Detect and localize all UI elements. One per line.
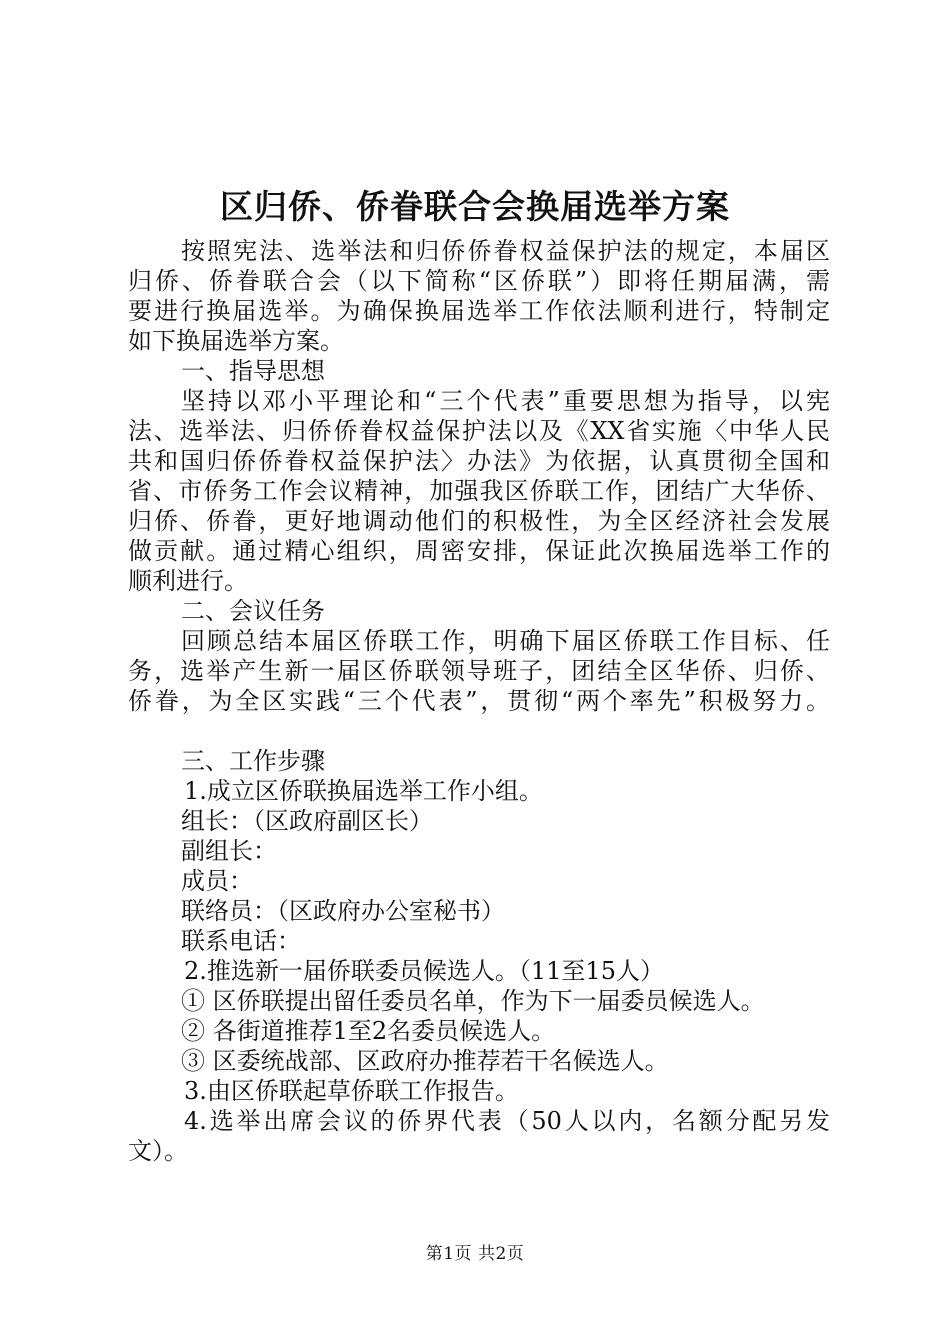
paragraph-line: ① 区侨联提出留任委员名单，作为下一届委员候选人。: [181, 987, 765, 1015]
paragraph-line: 文）。: [128, 1137, 188, 1165]
document-body: [128, 236, 830, 1166]
paragraph-line: ③ 区委统战部、区政府办推荐若干名候选人。: [181, 1047, 669, 1075]
paragraph-line: 二、会议任务: [181, 597, 325, 625]
paragraph-line: 省、市侨务工作会议精神，加强我区侨联工作，团结广大华侨、: [128, 477, 830, 505]
paragraph-line: 联系电话：: [181, 927, 301, 955]
paragraph-line: 三、工作步骤: [181, 747, 325, 775]
paragraph-line: 务，选举产生新一届区侨联领导班子，团结全区华侨、归侨、: [128, 657, 830, 685]
paragraph-line: 4.选举出席会议的侨界代表（50人以内，名额分配另发: [184, 1107, 830, 1135]
paragraph-line: 顺利进行。: [128, 567, 248, 595]
blank-line: [128, 716, 830, 746]
paragraph-line: 按照宪法、选举法和归侨侨眷权益保护法的规定，本届区: [181, 237, 830, 265]
paragraph-line: 做贡献。通过精心组织，周密安排，保证此次换届选举工作的: [128, 537, 830, 565]
paragraph-line: 2.推选新一届侨联委员候选人。（11至15人）: [184, 957, 664, 985]
paragraph-line: 要进行换届选举。为确保换届选举工作依法顺利进行，特制定: [128, 297, 830, 325]
document-title: 区归侨、侨眷联合会换届选举方案: [220, 187, 730, 226]
paragraph-line: 法、选举法、归侨侨眷权益保护法以及《XX省实施〈中华人民: [128, 417, 830, 445]
paragraph-line: ② 各街道推荐1至2名委员候选人。: [181, 1017, 556, 1045]
paragraph-line: 1.成立区侨联换届选举工作小组。: [184, 777, 543, 805]
paragraph-line: 归侨、侨眷，更好地调动他们的积极性，为全区经济社会发展: [128, 507, 830, 535]
paragraph-line: 坚持以邓小平理论和“三个代表”重要思想为指导，以宪: [181, 387, 830, 415]
paragraph-line: 3.由区侨联起草侨联工作报告。: [184, 1077, 519, 1105]
paragraph-line: 回顾总结本届区侨联工作，明确下届区侨联工作目标、任: [181, 627, 830, 655]
page-footer: 第1页 共2页: [425, 1244, 525, 1264]
paragraph-line: 一、指导思想: [181, 357, 325, 385]
paragraph-line: 共和国归侨侨眷权益保护法〉办法》为依据，认真贯彻全国和: [128, 447, 830, 475]
paragraph-line: 如下换届选举方案。: [128, 327, 344, 355]
paragraph-line: 联络员：（区政府办公室秘书）: [181, 897, 505, 925]
paragraph-line: 归侨、侨眷联合会（以下简称“区侨联”）即将任期届满，需: [128, 267, 830, 295]
paragraph-line: 成员：: [181, 867, 253, 895]
paragraph-line: 组长：（区政府副区长）: [181, 807, 433, 835]
paragraph-line: 副组长：: [181, 837, 277, 865]
paragraph-line: 侨眷，为全区实践“三个代表”，贯彻“两个率先”积极努力。: [128, 687, 830, 715]
